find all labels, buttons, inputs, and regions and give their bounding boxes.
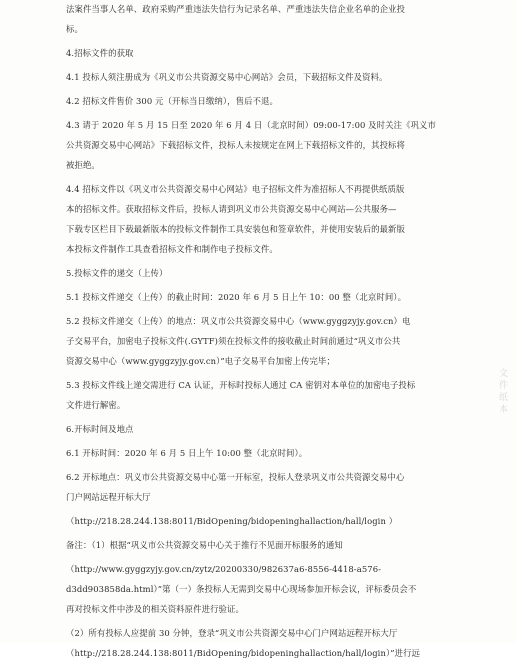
- document-line: 5.2 投标文件递交（上传）的地点：巩义市公共资源交易中心（www.gyggzyjy.gov.cn）电: [66, 316, 411, 326]
- document-line: 4.1 投标人须注册成为《巩义市公共资源交易中心网站》会员，下载招标文件及资料。: [66, 72, 388, 82]
- document-line: 法案件当事人名单、政府采购严重违法失信行为记录名单、严重违法失信企业名单的企业投: [66, 4, 405, 14]
- document-line: 6.1 开标时间：2020 年 6 月 5 日上午 10:00 整（北京时间）。: [66, 448, 308, 458]
- document-line: （http://218.28.244.138:8011/BidOpening/bidopeninghallaction/hall/login）”进行远: [66, 648, 421, 658]
- document-line: 被拒绝。: [66, 160, 100, 170]
- document-line: 下载专区栏目下载最新版本的投标文件制作工具安装包和签章软件，并使用安装后的最新版: [66, 224, 405, 234]
- document-line: （http://www.gyggzyjy.gov.cn/zytz/20200330/982637a6-8556-4418-a576-: [66, 564, 382, 574]
- document-line: 本的招标文件。获取招标文件后，投标人请到巩义市公共资源交易中心网站—公共服务—: [66, 204, 397, 214]
- document-line: 4.3 请于 2020 年 5 月 15 日至 2020 年 6 月 4 日（北京时间）09:00-17:00 及时关注《巩义市: [66, 120, 436, 130]
- document-line: 文件进行解密。: [66, 400, 126, 410]
- document-line: 5.3 投标文件线上递交需进行 CA 认证，开标时投标人通过 CA 密钥对本单位的加密电子投标: [66, 380, 416, 390]
- document-line: 本投标文件制作工具查看招标文件和制作电子投标文件。: [66, 244, 278, 254]
- document-line: 再对投标文件中涉及的相关资料原件进行验证。: [66, 604, 244, 614]
- document-line: 门户网站远程开标大厅: [66, 492, 151, 502]
- document-line: 6.2 开标地点：巩义市公共资源交易中心第一开标室，投标人登录巩义市公共资源交易中心: [66, 472, 405, 482]
- document-line: 4.招标文件的获取: [66, 48, 134, 58]
- margin-bleed-text: 文件纸本: [499, 369, 509, 415]
- document-line: 资源交易中心（www.gyggzyjy.gov.cn）”电子交易平台加密上传完毕；: [66, 356, 335, 366]
- document-line: 公共资源交易中心网站》下载招标文件，投标人未按规定在网上下载招标文件的，其投标将: [66, 140, 405, 150]
- document-line: 4.4 招标文件以《巩义市公共资源交易中心网站》电子招标文件为准招标人不再提供纸质版: [66, 184, 405, 194]
- document-line: d3dd903858da.html）”第（一）条投标人无需到交易中心现场参加开标会议，评标委员会不: [66, 584, 417, 594]
- document-line: 备注：（1）根据“巩义市公共资源交易中心关于推行不见面开标服务的通知: [66, 540, 343, 550]
- document-line: （http://218.28.244.138:8011/BidOpening/bidopeninghallaction/hall/login ）: [66, 516, 398, 526]
- document-line: 5.1 投标文件递交（上传）的截止时间：2020 年 6 月 5 日上午 10：00 整（北京时间）。: [66, 292, 407, 302]
- document-line: 5.投标文件的递交（上传）: [66, 268, 168, 278]
- document-line: 4.2 招标文件售价 300 元（开标当日缴纳），售后不退。: [66, 96, 278, 106]
- document-body: [66, 4, 458, 659]
- document-line: （2）所有投标人应提前 30 分钟，登录“巩义市公共资源交易中心门户网站远程开标大厅: [66, 628, 398, 638]
- document-line: 子交易平台，加密电子投标文件(.GYTF)须在投标文件的接收截止时间前通过“巩义市公共: [66, 336, 401, 346]
- document-line: 6.开标时间及地点: [66, 424, 134, 434]
- document-line: 标。: [66, 24, 83, 34]
